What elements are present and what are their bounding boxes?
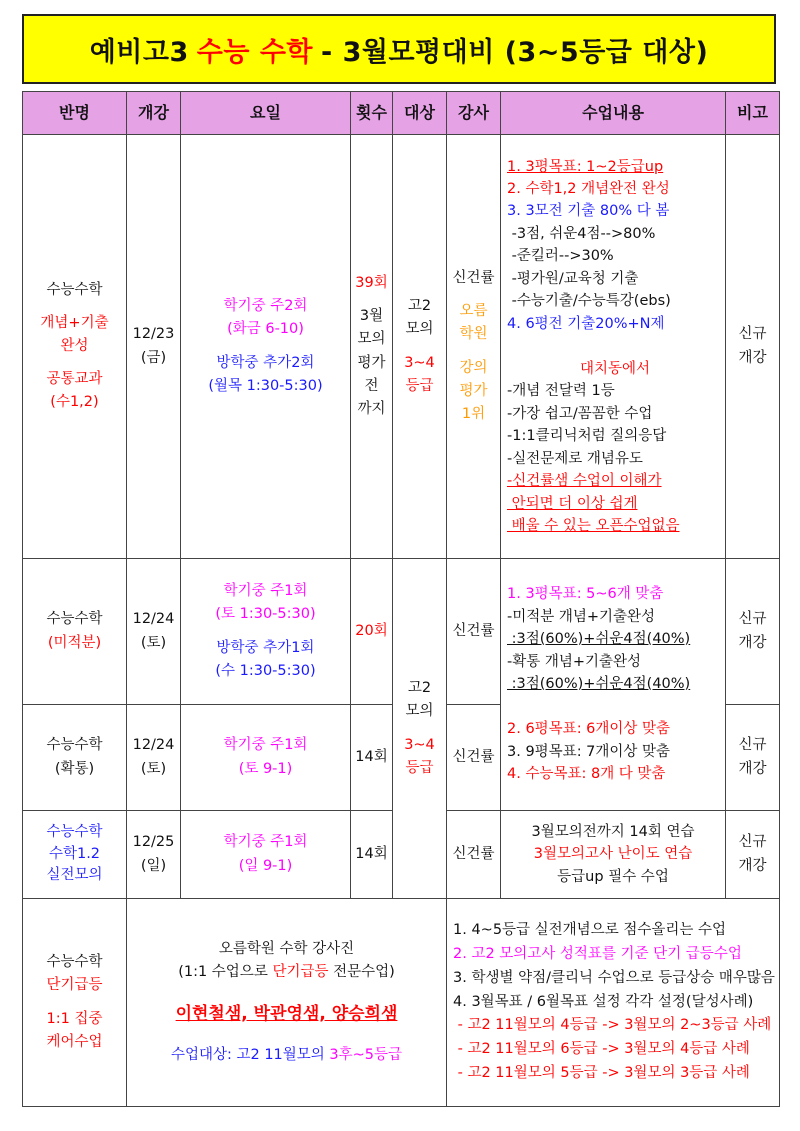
- content-cell: [501, 135, 726, 559]
- content-line: :3점(60%)+쉬운4점(40%): [507, 676, 691, 693]
- content-list: [453, 919, 777, 1086]
- teacher-text: 강의: [459, 359, 488, 376]
- teacher-name: 신건률: [452, 269, 495, 286]
- content-line: 배울 수 있는 오픈수업없음: [507, 518, 680, 535]
- start-day: (토): [140, 760, 167, 777]
- content-line: -미적분 개념+기출완성: [507, 608, 656, 625]
- count-text: 까지: [357, 400, 386, 417]
- class-sub: 개념+기출: [40, 314, 109, 331]
- class-name: 수능수학: [46, 737, 103, 754]
- target-text: 등급: [405, 759, 434, 776]
- target-text: 모의: [405, 321, 434, 338]
- class-sub: (수1,2): [50, 394, 99, 411]
- target-highlight: 3후~5등급: [329, 1046, 403, 1063]
- class-sub: 케어수업: [46, 1033, 103, 1050]
- note-cell: [726, 705, 780, 811]
- subtitle-highlight: 단기급등: [272, 964, 329, 981]
- count-text: 3월: [359, 308, 384, 325]
- start-day: (금): [140, 349, 167, 366]
- content-line: 3월모의고사 난이도 연습: [533, 846, 693, 863]
- target-cell: [393, 135, 447, 559]
- content-line: -신건률샘 수업이 이해가: [507, 473, 662, 490]
- content-cell: [447, 899, 780, 1107]
- start-cell: [127, 135, 181, 559]
- start-cell: [127, 705, 181, 811]
- start-date: 12/23: [132, 326, 175, 343]
- days-cell: [181, 705, 351, 811]
- teacher-text: 평가: [459, 382, 488, 399]
- content-line: 3. 3모전 기출 80% 다 봄: [507, 203, 670, 220]
- days-text: 방학중 추가2회: [216, 354, 315, 371]
- target-text: 3~4: [404, 354, 435, 371]
- class-name: 수능수학: [46, 281, 103, 298]
- header-content: 수업내용: [501, 92, 726, 135]
- count-cell: 14회: [351, 705, 393, 811]
- start-cell: [127, 811, 181, 899]
- note-text: 개강: [738, 857, 767, 874]
- title-part-1: 예비고3: [89, 36, 189, 68]
- note-cell: [726, 135, 780, 559]
- teachers-subtitle: [129, 961, 444, 984]
- content-line: 4. 6평전 기출20%+N제: [507, 315, 665, 332]
- days-text: (일 9-1): [238, 857, 293, 874]
- content-line: 3월모의전까지 14회 연습: [531, 823, 695, 840]
- target-text: 등급: [405, 377, 434, 394]
- content-line: -실전문제로 개념유도: [507, 450, 643, 467]
- count-cell: [351, 135, 393, 559]
- class-cell: [23, 811, 127, 899]
- target-part: 수업대상: 고2 11월모의: [170, 1046, 330, 1063]
- header-days: 요일: [181, 92, 351, 135]
- note-cell: [726, 811, 780, 899]
- class-target: [129, 1044, 444, 1067]
- header-start: 개강: [127, 92, 181, 135]
- days-cell: [181, 811, 351, 899]
- days-text: (토 1:30-5:30): [215, 606, 316, 623]
- class-sub: 단기급등: [46, 977, 103, 994]
- content-line: - 고2 11월모의 4등급 -> 3월모의 2~3등급 사례: [453, 1017, 772, 1034]
- days-text: 학기중 주1회: [223, 834, 308, 851]
- class-sub: 수학1.2: [48, 845, 101, 862]
- content-line: 4. 3월목표 / 6월목표 설정 각각 설정(달성사례): [453, 993, 754, 1010]
- start-day: (일): [140, 857, 167, 874]
- target-text: 3~4: [404, 736, 435, 753]
- content-list: [503, 821, 723, 888]
- class-sub: (미적분): [47, 634, 102, 651]
- subtitle-part: 전문수업): [328, 964, 395, 981]
- content-line: [507, 696, 723, 718]
- count-cell: 14회: [351, 811, 393, 899]
- teacher-text: 1위: [461, 405, 486, 422]
- header-teacher: 강사: [447, 92, 501, 135]
- note-text: 개강: [738, 349, 767, 366]
- count-cell: 20회: [351, 559, 393, 705]
- content-line: 대치동에서: [579, 360, 651, 377]
- target-cell-shared: [393, 559, 447, 899]
- content-line: 2. 고2 모의고사 성적표를 기준 단기 급등수업: [453, 945, 742, 962]
- note-text: 개강: [738, 634, 767, 651]
- content-line: 2. 6평목표: 6개이상 맞춤: [507, 721, 671, 738]
- target-text: 고2: [407, 298, 432, 315]
- page-title: [22, 14, 776, 84]
- header-count: 횟수: [351, 92, 393, 135]
- content-line: 1. 4~5등급 실전개념으로 점수올리는 수업: [453, 921, 726, 938]
- teacher-names: 이현철샘, 박관영샘, 양승희샘: [175, 1003, 398, 1024]
- header-note: 비고: [726, 92, 780, 135]
- content-line: -수능기출/수능특강(ebs): [507, 293, 671, 310]
- content-line: 안되면 더 이상 쉽게: [507, 495, 638, 512]
- content-line: 3. 학생별 약점/클리닉 수업으로 등급상승 매우많음: [453, 969, 775, 986]
- teacher-cell: [447, 135, 501, 559]
- note-text: 신규: [738, 611, 767, 628]
- header-target: 대상: [393, 92, 447, 135]
- content-line: -준킬러-->30%: [507, 248, 614, 265]
- start-cell: [127, 559, 181, 705]
- content-line: 등급up 필수 수업: [557, 868, 669, 885]
- table-row-1: [23, 135, 780, 559]
- days-text: (월목 1:30-5:30): [208, 377, 323, 394]
- class-sub: 실전모의: [46, 867, 103, 884]
- content-line: 4. 수능목표: 8개 다 맞춤: [507, 766, 666, 783]
- class-sub: (확통): [54, 760, 95, 777]
- count-text: 평가: [357, 354, 386, 371]
- class-cell: [23, 559, 127, 705]
- start-date: 12/24: [132, 737, 175, 754]
- teachers-info-cell: [127, 899, 447, 1107]
- content-line: 1. 3평목표: 5~6개 맞춤: [507, 586, 664, 603]
- start-date: 12/25: [132, 834, 175, 851]
- class-cell: [23, 135, 127, 559]
- content-line: - 고2 11월모의 5등급 -> 3월모의 3등급 사례: [453, 1065, 750, 1082]
- class-cell: [23, 705, 127, 811]
- class-sub: 완성: [60, 337, 89, 354]
- content-line: -평가원/교육청 기출: [507, 270, 639, 287]
- content-cell: [501, 811, 726, 899]
- teacher-text: 오름: [459, 303, 488, 320]
- class-name: 수능수학: [46, 611, 103, 628]
- content-line: :3점(60%)+쉬운4점(40%): [507, 631, 691, 648]
- header-class: 반명: [23, 92, 127, 135]
- teacher-cell: 신건률: [447, 559, 501, 705]
- schedule-table: [22, 91, 780, 1107]
- content-line: 2. 수학1,2 개념완전 완성: [507, 180, 670, 197]
- start-day: (토): [140, 634, 167, 651]
- days-cell: [181, 559, 351, 705]
- subtitle-part: (1:1 수업으로: [178, 964, 273, 981]
- days-text: (화금 6-10): [227, 321, 304, 338]
- target-text: 모의: [405, 703, 434, 720]
- start-date: 12/24: [132, 611, 175, 628]
- content-line: - 고2 11월모의 6등급 -> 3월모의 4등급 사례: [453, 1041, 750, 1058]
- days-text: 학기중 주1회: [223, 737, 308, 754]
- content-line: 1. 3평목표: 1~2등급up: [507, 158, 664, 175]
- class-name: 수능수학: [46, 823, 103, 840]
- days-text: 학기중 주1회: [223, 583, 308, 600]
- teacher-cell: 신건률: [447, 705, 501, 811]
- days-text: 방학중 추가1회: [216, 639, 315, 656]
- table-row-2: [23, 559, 780, 705]
- class-cell: [23, 899, 127, 1107]
- days-cell: [181, 135, 351, 559]
- content-line: 3. 9평목표: 7개이상 맞춤: [507, 743, 671, 760]
- teacher-text: 학원: [459, 326, 488, 343]
- title-part-3: - 3월모평대비 (3~5등급 대상): [320, 36, 709, 68]
- class-sub: 공통교과: [46, 371, 103, 388]
- days-text: (토 9-1): [238, 760, 293, 777]
- note-text: 신규: [738, 737, 767, 754]
- content-line: -1:1클리닉처럼 질의응답: [507, 428, 667, 445]
- table-row-5: [23, 899, 780, 1107]
- count-text: 모의: [357, 331, 386, 348]
- note-text: 신규: [738, 326, 767, 343]
- content-list: [507, 156, 723, 538]
- class-sub: 1:1 집중: [46, 1010, 103, 1027]
- days-text: (수 1:30-5:30): [215, 662, 316, 679]
- note-cell: [726, 559, 780, 705]
- count-text: 전: [364, 377, 379, 394]
- days-text: 학기중 주2회: [223, 298, 308, 315]
- target-text: 고2: [407, 680, 432, 697]
- note-text: 신규: [738, 834, 767, 851]
- header-row: [23, 92, 780, 135]
- content-line: -확통 개념+기출완성: [507, 653, 642, 670]
- note-text: 개강: [738, 760, 767, 777]
- teacher-cell: 신건률: [447, 811, 501, 899]
- teachers-title: 오름학원 수학 강사진: [218, 941, 355, 958]
- content-list: [507, 583, 723, 785]
- content-line: -3점, 쉬운4점-->80%: [507, 225, 656, 242]
- content-cell-shared: [501, 559, 726, 811]
- class-name: 수능수학: [46, 954, 103, 971]
- title-part-2: 수능 수학: [196, 36, 313, 68]
- count-text: 39회: [355, 274, 388, 291]
- content-line: -개념 전달력 1등: [507, 383, 615, 400]
- content-line: [507, 335, 723, 357]
- content-line: -가장 쉽고/꼼꼼한 수업: [507, 405, 653, 422]
